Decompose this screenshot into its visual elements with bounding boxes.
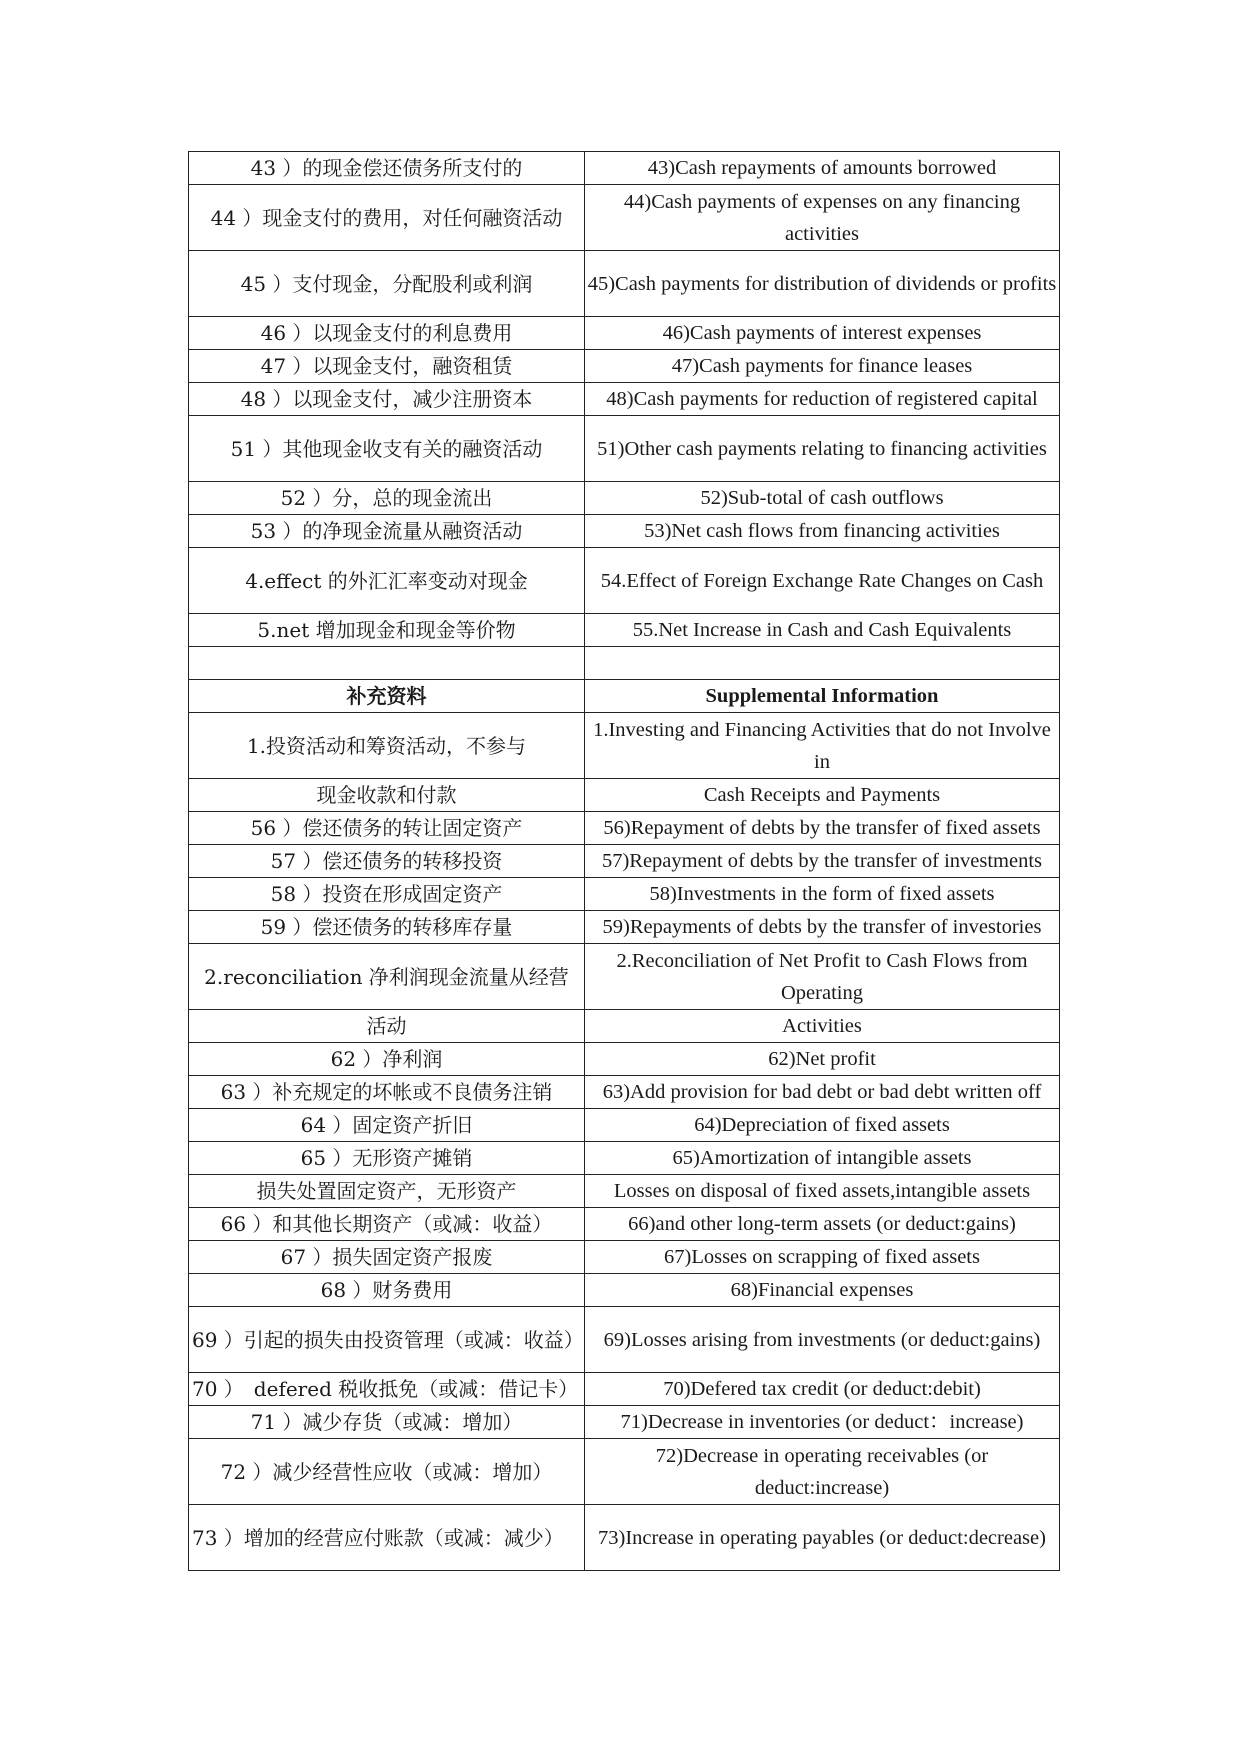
table-row [189,1307,1060,1373]
english-term-cell: 67)Losses on scrapping of fixed assets [585,1241,1060,1274]
english-term-cell: 45)Cash payments for distribution of dividends or profits [585,251,1060,317]
english-term-cell: 68)Financial expenses [585,1274,1060,1307]
english-term-cell: 64)Depreciation of fixed assets [585,1109,1060,1142]
table-row [189,1439,1060,1505]
table-row [189,1274,1060,1307]
chinese-term-cell: 45 ）支付现金，分配股利或利润 [189,251,585,317]
english-term-cell [585,647,1060,680]
chinese-term-cell: 4.effect 的外汇汇率变动对现金 [189,548,585,614]
english-term-cell: 56)Repayment of debts by the transfer of fixed assets [585,812,1060,845]
chinese-term-cell: 56 ）偿还债务的转让固定资产 [189,812,585,845]
table-row [189,779,1060,812]
chinese-term-cell: 66 ）和其他长期资产（或减：收益） [189,1208,585,1241]
english-term-cell: 71)Decrease in inventories (or deduct：increase) [585,1406,1060,1439]
chinese-term-cell: 57 ）偿还债务的转移投资 [189,845,585,878]
english-term-cell: 52)Sub-total of cash outflows [585,482,1060,515]
chinese-term-cell: 补充资料 [189,680,585,713]
chinese-term-cell: 71 ）减少存货（或减：增加） [189,1406,585,1439]
english-term-cell: 55.Net Increase in Cash and Cash Equivalents [585,614,1060,647]
chinese-term-cell: 69 ）引起的损失由投资管理（或减：收益） [189,1307,585,1373]
table-row [189,944,1060,1010]
chinese-term-cell: 1.投资活动和筹资活动，不参与 [189,713,585,779]
chinese-term-cell: 73 ）增加的经营应付账款（或减：减少） [189,1505,585,1571]
chinese-term-cell: 44 ）现金支付的费用，对任何融资活动 [189,185,585,251]
english-term-cell: 2.Reconciliation of Net Profit to Cash Flows from Operating [585,944,1060,1010]
chinese-term-cell: 68 ）财务费用 [189,1274,585,1307]
table-row [189,647,1060,680]
english-term-cell: 70)Defered tax credit (or deduct:debit) [585,1373,1060,1406]
chinese-term-cell: 48 ）以现金支付，减少注册资本 [189,383,585,416]
table-row [189,680,1060,713]
chinese-term-cell: 52 ）分，总的现金流出 [189,482,585,515]
english-term-cell: 73)Increase in operating payables (or deduct:decrease) [585,1505,1060,1571]
chinese-term-cell: 47 ）以现金支付，融资租赁 [189,350,585,383]
table-row [189,383,1060,416]
table-row [189,317,1060,350]
table-row [189,845,1060,878]
english-term-cell: 1.Investing and Financing Activities that do not Involve in [585,713,1060,779]
chinese-term-cell: 58 ）投资在形成固定资产 [189,878,585,911]
english-term-cell: Cash Receipts and Payments [585,779,1060,812]
english-term-cell: 63)Add provision for bad debt or bad debt written off [585,1076,1060,1109]
english-term-cell: 65)Amortization of intangible assets [585,1142,1060,1175]
english-term-cell: 72)Decrease in operating receivables (or deduct:increase) [585,1439,1060,1505]
table-row [189,713,1060,779]
chinese-term-cell: 2.reconciliation 净利润现金流量从经营 [189,944,585,1010]
chinese-term-cell: 51 ）其他现金收支有关的融资活动 [189,416,585,482]
english-term-cell: 57)Repayment of debts by the transfer of investments [585,845,1060,878]
table-row [189,1505,1060,1571]
chinese-term-cell: 43 ）的现金偿还债务所支付的 [189,152,585,185]
table-row [189,416,1060,482]
table-body [189,152,1060,1571]
table-row [189,1043,1060,1076]
translation-table [188,151,1060,1571]
english-term-cell: 51)Other cash payments relating to financing activities [585,416,1060,482]
english-term-cell: 43)Cash repayments of amounts borrowed [585,152,1060,185]
table-row [189,1373,1060,1406]
chinese-term-cell: 65 ）无形资产摊销 [189,1142,585,1175]
english-term-cell: 62)Net profit [585,1043,1060,1076]
english-term-cell: 54.Effect of Foreign Exchange Rate Changes on Cash [585,548,1060,614]
table-row [189,1109,1060,1142]
english-term-cell: 48)Cash payments for reduction of registered capital [585,383,1060,416]
table-row [189,911,1060,944]
chinese-term-cell [189,647,585,680]
english-term-cell: 53)Net cash flows from financing activities [585,515,1060,548]
english-term-cell: 46)Cash payments of interest expenses [585,317,1060,350]
table-row [189,350,1060,383]
table-row [189,1406,1060,1439]
table-row [189,152,1060,185]
english-term-cell: 69)Losses arising from investments (or deduct:gains) [585,1307,1060,1373]
table-row [189,1208,1060,1241]
english-term-cell: Losses on disposal of fixed assets,intangible assets [585,1175,1060,1208]
chinese-term-cell: 63 ）补充规定的坏帐或不良债务注销 [189,1076,585,1109]
english-term-cell: 47)Cash payments for finance leases [585,350,1060,383]
table-row [189,1076,1060,1109]
chinese-term-cell: 现金收款和付款 [189,779,585,812]
chinese-term-cell: 72 ）减少经营性应收（或减：增加） [189,1439,585,1505]
chinese-term-cell: 67 ）损失固定资产报废 [189,1241,585,1274]
english-term-cell: 58)Investments in the form of fixed assets [585,878,1060,911]
chinese-term-cell: 62 ）净利润 [189,1043,585,1076]
chinese-term-cell: 70 ） defered 税收抵免（或减：借记卡） [189,1373,585,1406]
table-row [189,482,1060,515]
english-term-cell: Activities [585,1010,1060,1043]
chinese-term-cell: 53 ）的净现金流量从融资活动 [189,515,585,548]
table-row [189,614,1060,647]
table-row [189,1175,1060,1208]
table-row [189,812,1060,845]
table-row [189,515,1060,548]
chinese-term-cell: 活动 [189,1010,585,1043]
chinese-term-cell: 59 ）偿还债务的转移库存量 [189,911,585,944]
english-term-cell: 44)Cash payments of expenses on any financing activities [585,185,1060,251]
table-row [189,878,1060,911]
chinese-term-cell: 64 ）固定资产折旧 [189,1109,585,1142]
table-row [189,251,1060,317]
table-row [189,1241,1060,1274]
chinese-term-cell: 5.net 增加现金和现金等价物 [189,614,585,647]
table-row [189,1142,1060,1175]
chinese-term-cell: 46 ）以现金支付的利息费用 [189,317,585,350]
table-row [189,185,1060,251]
english-term-cell: Supplemental Information [585,680,1060,713]
table-row [189,548,1060,614]
table-row [189,1010,1060,1043]
chinese-term-cell: 损失处置固定资产，无形资产 [189,1175,585,1208]
english-term-cell: 66)and other long-term assets (or deduct:gains) [585,1208,1060,1241]
english-term-cell: 59)Repayments of debts by the transfer of investories [585,911,1060,944]
